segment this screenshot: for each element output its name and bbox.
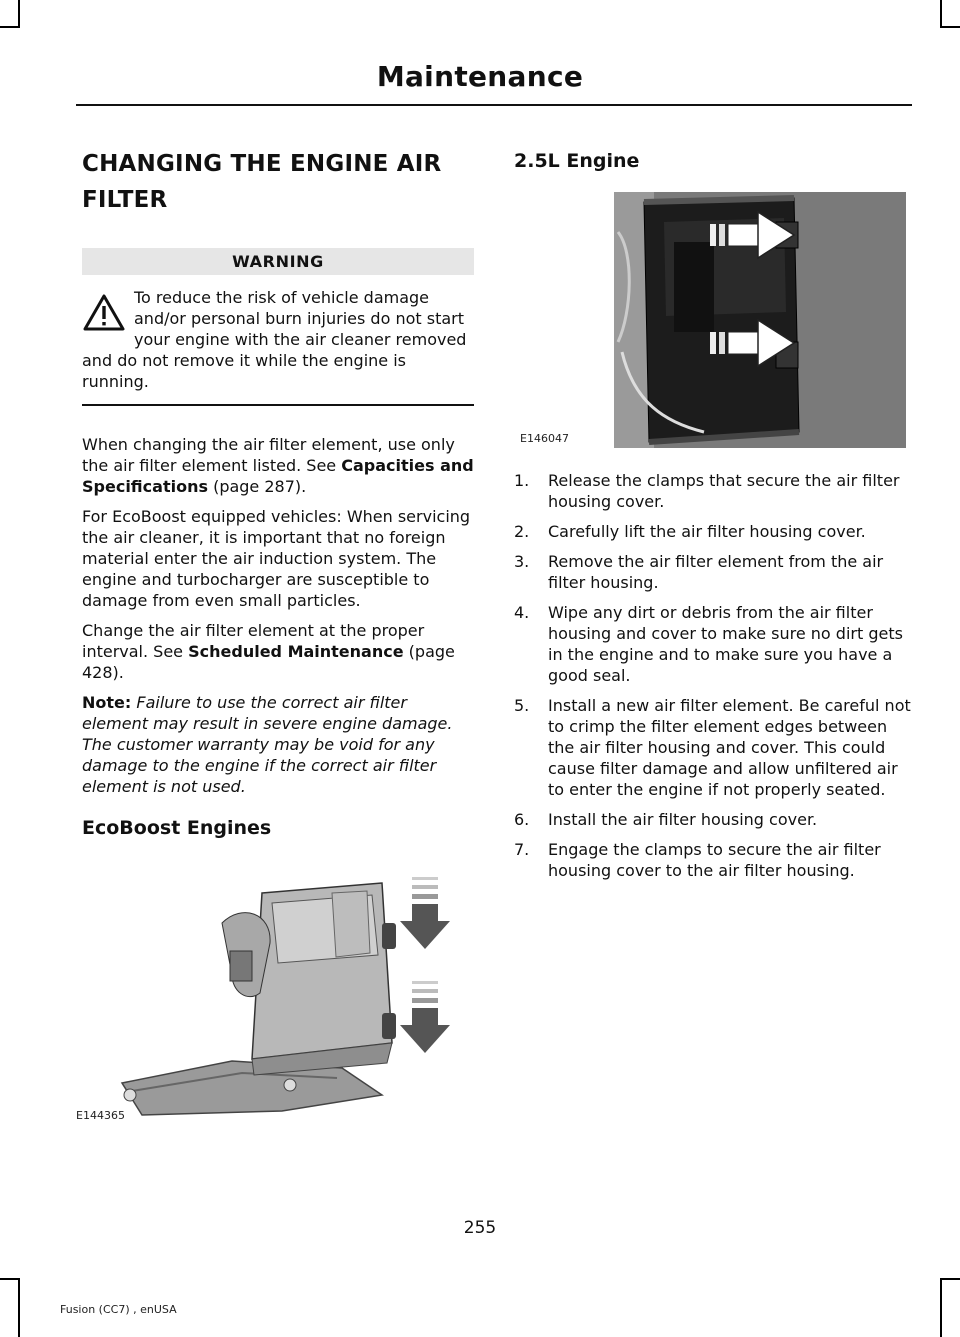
crop-mark bbox=[0, 1278, 20, 1280]
crop-mark bbox=[18, 0, 20, 28]
crop-mark bbox=[18, 1278, 20, 1337]
ecoboost-air-filter-illustration bbox=[82, 863, 474, 1125]
list-item: 6. Install the air filter housing cover. bbox=[514, 810, 818, 829]
figure-2-5l-air-filter bbox=[514, 192, 906, 448]
note-text: Failure to use the correct air filter element may result in severe engine damage. The customer warranty may be void for any damage to the engine if the correct air filter element is not used. bbox=[82, 692, 453, 796]
subheading-2-5l-engine: 2.5L Engine bbox=[514, 150, 640, 172]
link-capacities-specifications[interactable]: Capacities and Specifications bbox=[82, 455, 474, 496]
page-header-title: Maintenance bbox=[376, 60, 584, 93]
steps-list bbox=[514, 470, 914, 881]
page-number: 255 bbox=[463, 1218, 497, 1238]
list-item: 1. Release the clamps that secure the air filter housing cover. bbox=[514, 471, 900, 511]
engine-2-5l-air-filter-illustration bbox=[514, 192, 906, 448]
figure-ecoboost-air-filter bbox=[76, 863, 474, 1125]
warning-box bbox=[82, 287, 474, 392]
right-column bbox=[514, 140, 914, 890]
list-item: 7. Engage the clamps to secure the air filter housing cover to the air filter housing. bbox=[514, 840, 881, 880]
crop-mark bbox=[940, 1278, 960, 1280]
note-paragraph bbox=[82, 692, 474, 797]
crop-mark bbox=[940, 0, 942, 28]
link-scheduled-maintenance[interactable]: Scheduled Maintenance bbox=[188, 641, 404, 661]
warning-triangle-icon bbox=[82, 293, 126, 333]
figure-code: E146047 bbox=[520, 432, 569, 445]
crop-mark bbox=[940, 26, 960, 28]
warning-label: WARNING bbox=[82, 248, 474, 275]
section-title: CHANGING THE ENGINE AIR FILTER bbox=[82, 151, 442, 213]
list-item: 3. Remove the air filter element from the air filter housing. bbox=[514, 552, 884, 592]
header-rule bbox=[76, 104, 912, 106]
subheading-ecoboost: EcoBoost Engines bbox=[82, 816, 272, 839]
warning-text: To reduce the risk of vehicle damage and/or personal burn injuries do not start your engine with the air cleaner removed and do not remove it while the engine is running. bbox=[82, 288, 467, 391]
paragraph-interval: Change the air filter element at the proper interval. See Scheduled Maintenance (page 428). bbox=[82, 620, 455, 682]
footer-text: Fusion (CC7) , enUSA bbox=[60, 1303, 177, 1316]
warning-rule bbox=[82, 404, 474, 406]
list-item: 5. Install a new air filter element. Be careful not to crimp the filter element edges between the air filter housing and cover. This could cause filter damage and allow unfiltered air to enter the engine if not properly seated. bbox=[514, 696, 911, 799]
paragraph-ecoboost: For EcoBoost equipped vehicles: When servicing the air cleaner, it is important that no foreign material enter the air induction system. The engine and turbocharger are susceptible to damage from even small particles. bbox=[82, 506, 471, 610]
list-item: 2. Carefully lift the air filter housing cover. bbox=[514, 522, 866, 541]
list-item: 4. Wipe any dirt or debris from the air filter housing and cover to make sure no dirt gets in the engine and to make sure you have a good seal. bbox=[514, 603, 903, 685]
paragraph-filter-element: When changing the air filter element, use only the air filter element listed. See Capacities and Specifications (page 287). bbox=[82, 434, 474, 496]
left-column bbox=[76, 140, 474, 1125]
crop-mark bbox=[940, 1278, 942, 1337]
note-label: Note: bbox=[82, 692, 132, 712]
figure-code: E144365 bbox=[76, 1108, 125, 1122]
crop-mark bbox=[0, 26, 20, 28]
